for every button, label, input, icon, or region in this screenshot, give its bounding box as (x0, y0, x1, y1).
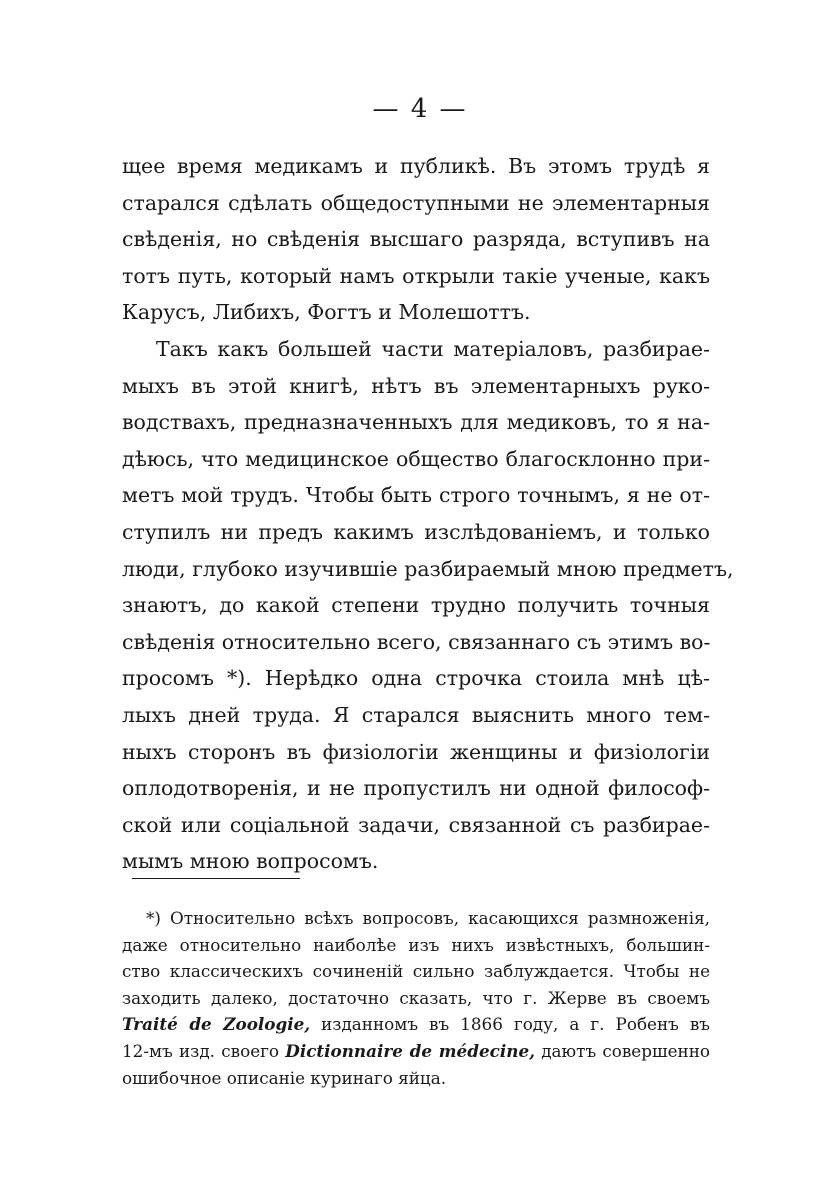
body-line: метъ мой трудъ. Чтобы быть строго точнымъ, я не от- (122, 483, 710, 508)
footnote-separator (132, 878, 300, 879)
footnote-line: *) Относительно всѣхъ вопросовъ, касающихся размноженія, (146, 908, 710, 928)
body-line: мымъ мною вопросомъ. (122, 849, 379, 874)
footnote (122, 905, 710, 1091)
body-line: мыхъ въ этой книгѣ, нѣтъ въ элементарныхъ руко- (122, 373, 710, 398)
body-text (122, 148, 734, 880)
body-line: люди, глубоко изучившіе разбираемый мною предметъ, (122, 556, 734, 581)
body-line: Карусъ, Либихъ, Фогтъ и Молешоттъ. (122, 300, 531, 325)
body-line: ступилъ ни предъ какимъ изслѣдованіемъ, и только (122, 519, 710, 544)
body-line: дѣюсь, что медицинское общество благосклонно при- (122, 446, 710, 471)
body-line: старался сдѣлать общедоступными не элементарныя (122, 190, 710, 215)
body-line: ской или соціальной задачи, связанной съ разбирае- (122, 812, 710, 837)
body-line: водствахъ, предназначенныхъ для медиковъ, то я на- (122, 410, 710, 435)
footnote-text: изданномъ въ 1866 году, а г. Робенъ въ (310, 1014, 710, 1035)
body-line: Такъ какъ большей части матеріаловъ, разбирае- (156, 336, 710, 361)
footnote-line (122, 1011, 710, 1038)
book-title-traite: Traité de Zoologie, (122, 1014, 311, 1035)
page-number: — 4 — (372, 94, 468, 124)
body-line: просомъ *). Нерѣдко одна строчка стоила мнѣ цѣ- (122, 666, 710, 691)
footnote-line: заходить далеко, достаточно сказать, что г. Жерве въ своемъ (122, 987, 710, 1008)
body-line: тотъ путь, который намъ открыли такіе ученые, какъ (122, 263, 710, 288)
footnote-text: даютъ совершенно (534, 1040, 710, 1061)
footnote-line (122, 1038, 710, 1065)
book-title-dictionnaire: Dictionnaire de médecine, (285, 1040, 535, 1061)
footnote-line: ство классическихъ сочиненій сильно заблуждается. Чтобы не (122, 961, 710, 982)
body-line: свѣденія, но свѣденія высшаго разряда, вступивъ на (122, 227, 710, 252)
footnote-line: даже относительно наиболѣе изъ нихъ извѣстныхъ, большин- (122, 934, 710, 955)
body-line: свѣденія относительно всего, связаннаго съ этимъ во- (122, 629, 711, 654)
footnote-text: 12-мъ изд. своего (122, 1040, 286, 1061)
body-line: оплодотворенія, и не пропустилъ ни одной философ- (122, 776, 710, 801)
body-line: лыхъ дней труда. Я старался выяснить много тем- (122, 702, 710, 727)
footnote-line: ошибочное описаніе куринаго яйца. (122, 1067, 447, 1088)
body-line: щее время медикамъ и публикѣ. Въ этомъ трудѣ я (122, 154, 710, 178)
body-line: знаютъ, до какой степени трудно получить точныя (122, 593, 710, 618)
body-line: ныхъ сторонъ въ физіологіи женщины и физіологіи (122, 739, 710, 764)
